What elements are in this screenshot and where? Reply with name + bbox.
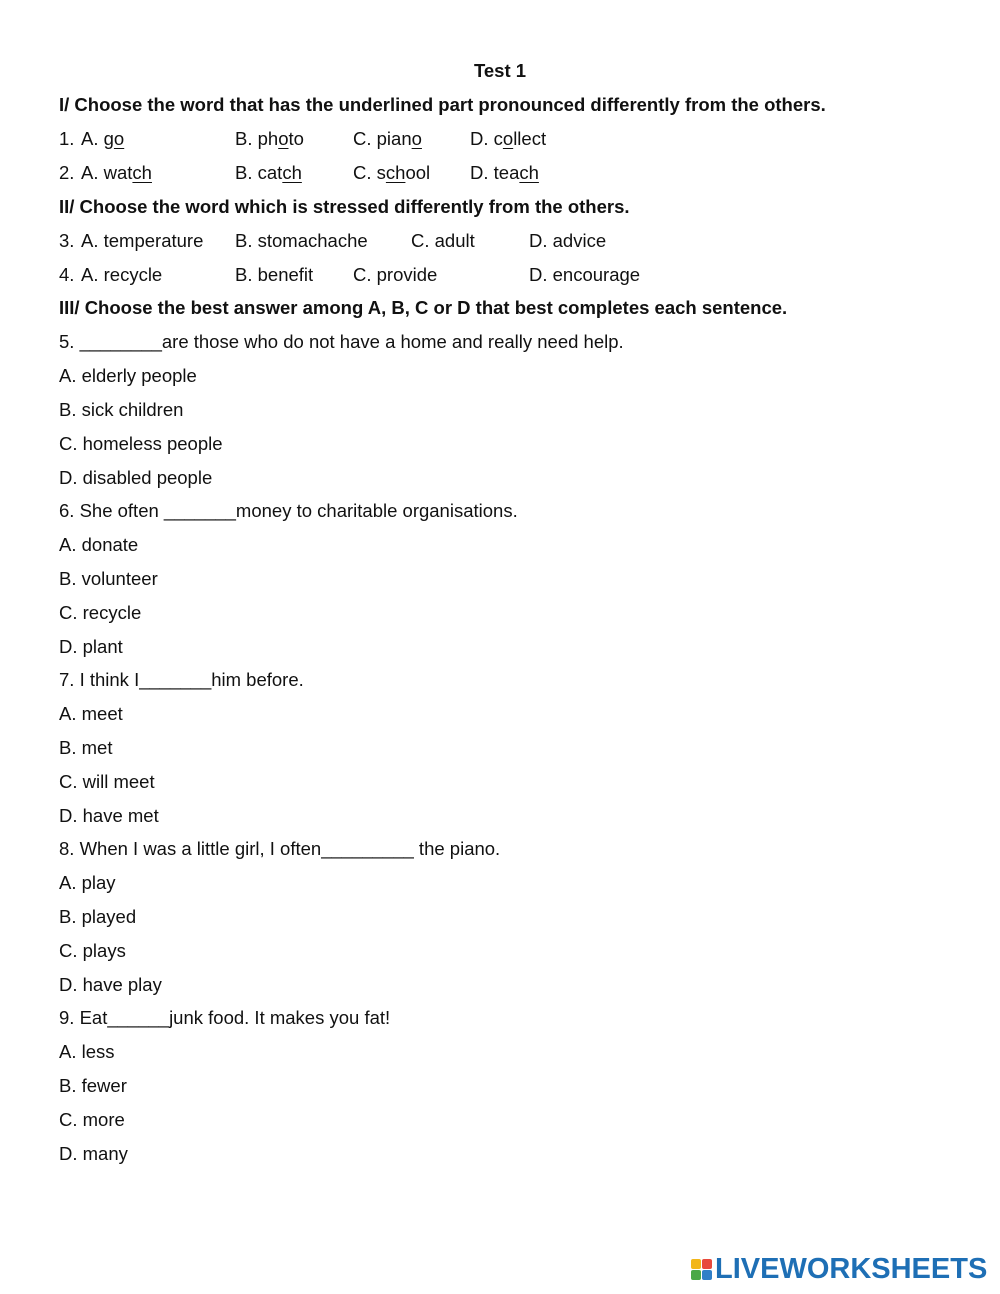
question-6-option-a: A. donate xyxy=(59,534,139,555)
question-7-stem: 7. I think I_______him before. xyxy=(59,669,304,690)
page-title: Test 1 xyxy=(473,60,527,81)
question-5-option-b: B. sick children xyxy=(59,399,184,420)
section-1-heading: I/ Choose the word that has the underlined part pronounced differently from the others. xyxy=(59,94,826,115)
option-d: D. encourage xyxy=(529,264,641,285)
question-9-option-c: C. more xyxy=(59,1109,125,1130)
option-a: A. watch xyxy=(81,162,152,183)
option-a: A. temperature xyxy=(81,230,204,251)
question-8-stem: 8. When I was a little girl, I often_________ the piano. xyxy=(59,838,501,859)
question-8-option-a: A. play xyxy=(59,872,116,893)
option-b: B. catch xyxy=(235,162,302,183)
logo-square xyxy=(691,1259,701,1269)
option-b: B. photo xyxy=(235,128,304,149)
option-d: D. teach xyxy=(470,162,539,183)
question-6-option-b: B. volunteer xyxy=(59,568,158,589)
logo-square xyxy=(702,1270,712,1280)
option-d: D. advice xyxy=(529,230,607,251)
question-7-option-a: A. meet xyxy=(59,703,123,724)
question-5-option-d: D. disabled people xyxy=(59,467,213,488)
question-number: 1. xyxy=(59,128,75,149)
option-d: D. collect xyxy=(470,128,547,149)
option-a: A. recycle xyxy=(81,264,163,285)
question-7-option-b: B. met xyxy=(59,737,113,758)
question-9-option-a: A. less xyxy=(59,1041,115,1062)
option-c: C. piano xyxy=(353,128,422,149)
option-a: A. go xyxy=(81,128,125,149)
question-number: 4. xyxy=(59,264,75,285)
question-8-option-b: B. played xyxy=(59,906,137,927)
logo-square xyxy=(691,1270,701,1280)
logo-square xyxy=(702,1259,712,1269)
question-1 xyxy=(59,128,547,150)
question-6-option-c: C. recycle xyxy=(59,602,142,623)
question-number: 3. xyxy=(59,230,75,251)
question-5-option-c: C. homeless people xyxy=(59,433,223,454)
question-5-option-a: A. elderly people xyxy=(59,365,197,386)
logo-grid-icon xyxy=(691,1259,712,1280)
option-c: C. school xyxy=(353,162,431,183)
question-2 xyxy=(59,162,539,184)
option-b: B. stomachache xyxy=(235,230,368,251)
question-7-option-c: C. will meet xyxy=(59,771,155,792)
section-3-heading: III/ Choose the best answer among A, B, C or D that best completes each sentence. xyxy=(59,297,788,318)
question-9-stem: 9. Eat______junk food. It makes you fat! xyxy=(59,1007,391,1028)
option-c: C. provide xyxy=(353,264,438,285)
question-number: 2. xyxy=(59,162,75,183)
question-6-option-d: D. plant xyxy=(59,636,123,657)
logo-text: LIVEWORKSHEETS xyxy=(715,1252,988,1285)
option-b: B. benefit xyxy=(235,264,314,285)
question-9-option-b: B. fewer xyxy=(59,1075,127,1096)
liveworksheets-logo xyxy=(691,1254,987,1284)
question-6-stem: 6. She often _______money to charitable organisations. xyxy=(59,500,518,521)
question-4 xyxy=(59,264,641,286)
question-7-option-d: D. have met xyxy=(59,805,159,826)
question-8-option-d: D. have play xyxy=(59,974,162,995)
question-3 xyxy=(59,230,607,252)
question-9-option-d: D. many xyxy=(59,1143,128,1164)
question-8-option-c: C. plays xyxy=(59,940,126,961)
section-2-heading: II/ Choose the word which is stressed differently from the others. xyxy=(59,196,630,217)
question-5-stem: 5. ________are those who do not have a home and really need help. xyxy=(59,331,624,352)
option-c: C. adult xyxy=(411,230,475,251)
